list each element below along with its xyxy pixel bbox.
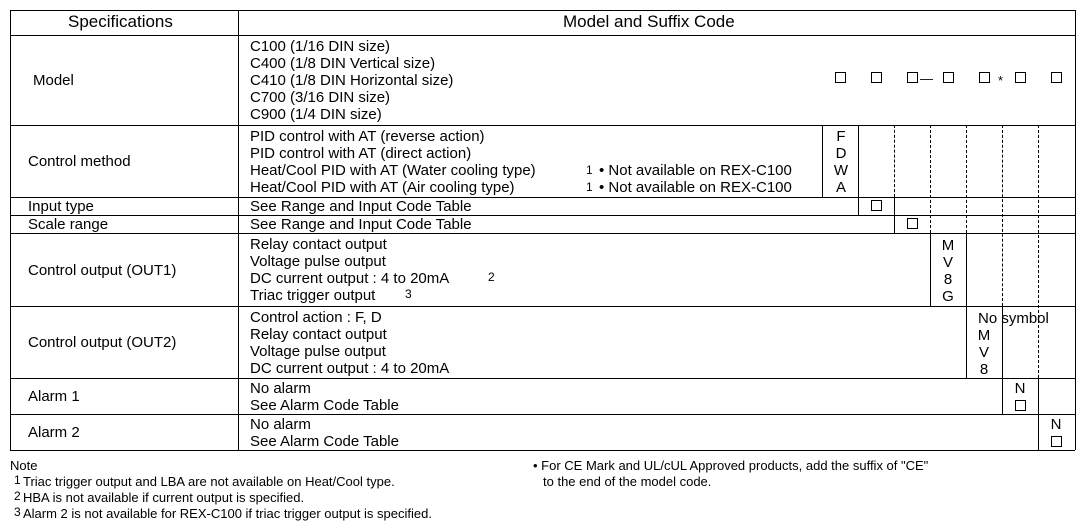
note-text: Triac trigger output and LBA are not available on Heat/Cool type. <box>23 474 395 489</box>
row-divider-alarm1 <box>10 414 1075 415</box>
note-number: 3 <box>14 505 21 519</box>
scale-range-label: Scale range <box>28 216 109 233</box>
code-letter: V <box>978 344 989 361</box>
column-divider <box>238 10 239 450</box>
guide-line <box>1038 125 1039 378</box>
row-divider-out2 <box>10 378 1075 379</box>
alarm1-item: No alarm <box>250 380 311 397</box>
code-star: * <box>998 73 1004 88</box>
scale-range-desc: See Range and Input Code Table <box>250 216 472 233</box>
code-box <box>1015 72 1026 83</box>
code-box <box>871 200 882 211</box>
code-dash: — <box>920 71 933 86</box>
code-column-line <box>858 125 859 215</box>
code-box <box>871 72 882 83</box>
code-box <box>907 218 918 229</box>
note-ref: 3 <box>405 287 412 301</box>
code-column-line <box>1038 378 1039 450</box>
code-letter: D <box>835 145 847 162</box>
control-method-item: PID control with AT (reverse action) <box>250 128 485 145</box>
code-letter: A <box>835 179 846 196</box>
code-box <box>1015 400 1026 411</box>
availability-remark: • Not available on REX-C100 <box>599 162 792 179</box>
code-letter: N <box>1014 380 1026 397</box>
model-item: C100 (1/16 DIN size) <box>250 38 391 55</box>
note-ref: 2 <box>488 270 495 284</box>
spec-header: Specifications <box>68 12 173 31</box>
model-item: C700 (3/16 DIN size) <box>250 89 391 106</box>
code-column-line <box>894 197 895 233</box>
note-number: 1 <box>14 473 21 487</box>
code-no-symbol: No symbol <box>978 310 1049 327</box>
code-column-line <box>966 306 967 378</box>
code-column-line <box>930 233 931 306</box>
guide-line <box>894 125 895 197</box>
code-letter: 8 <box>979 361 989 378</box>
code-letter: M <box>941 237 955 254</box>
control-method-label: Control method <box>28 153 131 170</box>
guide-line <box>1002 125 1003 306</box>
note-ref: 1 <box>586 180 593 194</box>
notes-title: Note <box>10 458 38 473</box>
alarm1-label: Alarm 1 <box>28 388 80 405</box>
out1-item: Relay contact output <box>250 236 387 253</box>
row-divider-scale-range <box>10 233 1075 234</box>
code-column-line <box>966 233 967 306</box>
input-type-desc: See Range and Input Code Table <box>250 198 472 215</box>
out1-item: Triac trigger output <box>250 287 376 304</box>
table-border-bottom <box>10 450 1075 451</box>
note-number: 2 <box>14 489 21 503</box>
code-letter: F <box>836 128 846 145</box>
code-box <box>979 72 990 83</box>
note-text: Alarm 2 is not available for REX-C100 if triac trigger output is specified. <box>23 506 432 521</box>
code-box <box>1051 436 1062 447</box>
out1-item: Voltage pulse output <box>250 253 386 270</box>
model-item: C400 (1/8 DIN Vertical size) <box>250 55 436 72</box>
model-suffix-header: Model and Suffix Code <box>563 12 735 31</box>
guide-line <box>966 125 967 233</box>
code-letter: W <box>833 162 849 179</box>
code-box <box>835 72 846 83</box>
row-divider-model <box>10 125 1075 126</box>
out1-item: DC current output : 4 to 20mA <box>250 270 450 287</box>
header-divider <box>10 35 1075 36</box>
code-letter: V <box>942 254 953 271</box>
model-item: C900 (1/4 DIN size) <box>250 106 382 123</box>
out1-label: Control output (OUT1) <box>28 262 177 279</box>
table-border-right <box>1075 10 1076 450</box>
row-divider-out1 <box>10 306 1075 307</box>
control-method-item: PID control with AT (direct action) <box>250 145 472 162</box>
ce-note-line: • For CE Mark and UL/cUL Approved products, add the suffix of "CE" <box>533 458 929 473</box>
code-letter: 8 <box>943 271 953 288</box>
note-ref: 1 <box>586 163 593 177</box>
table-border-top <box>10 10 1075 11</box>
out2-item: Voltage pulse output <box>250 343 386 360</box>
code-box <box>907 72 918 83</box>
code-letter: M <box>977 327 991 344</box>
row-divider-control-method <box>10 197 1075 198</box>
model-item: C410 (1/8 DIN Horizontal size) <box>250 72 454 89</box>
model-label: Model <box>33 72 74 89</box>
table-border-left <box>10 10 11 450</box>
out2-label: Control output (OUT2) <box>28 334 177 351</box>
alarm2-item: No alarm <box>250 416 311 433</box>
guide-line <box>930 125 931 233</box>
alarm2-item: See Alarm Code Table <box>250 433 399 450</box>
control-method-item: Heat/Cool PID with AT (Water cooling type) <box>250 162 536 179</box>
out2-item: DC current output : 4 to 20mA <box>250 360 450 377</box>
code-letter: N <box>1050 416 1062 433</box>
code-box <box>943 72 954 83</box>
code-box <box>1051 72 1062 83</box>
note-text: HBA is not available if current output is specified. <box>23 490 305 505</box>
alarm1-item: See Alarm Code Table <box>250 397 399 414</box>
ce-note-line: to the end of the model code. <box>543 474 712 489</box>
row-divider-input-type <box>10 215 1075 216</box>
code-column-left-border <box>822 125 823 197</box>
control-method-item: Heat/Cool PID with AT (Air cooling type) <box>250 179 515 196</box>
availability-remark: • Not available on REX-C100 <box>599 179 792 196</box>
alarm2-label: Alarm 2 <box>28 424 80 441</box>
out2-item: Control action : F, D <box>250 309 382 326</box>
code-letter: G <box>942 288 954 305</box>
out2-item: Relay contact output <box>250 326 387 343</box>
input-type-label: Input type <box>28 198 94 215</box>
